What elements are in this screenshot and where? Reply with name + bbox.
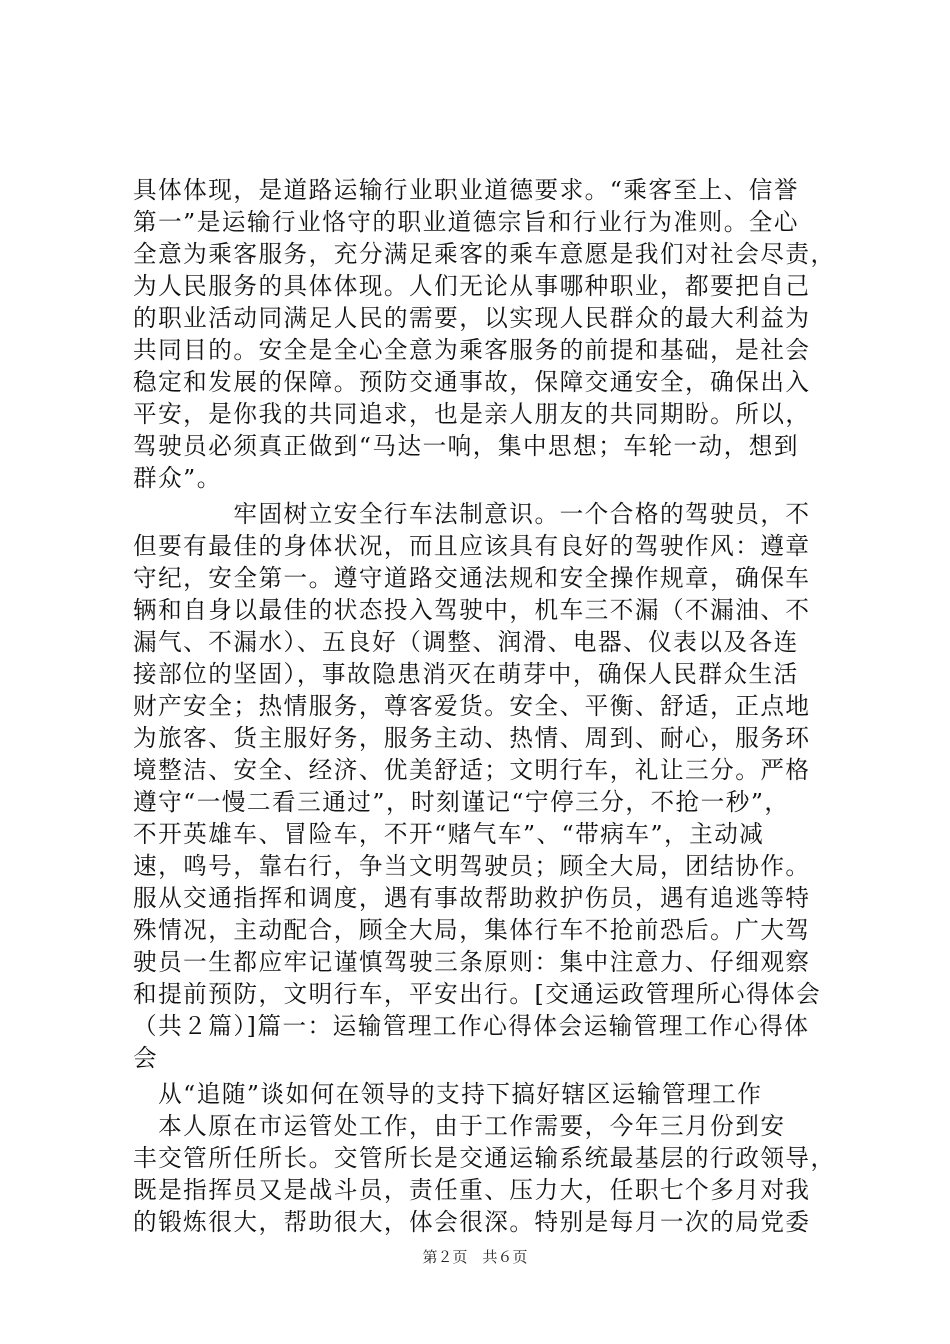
text-line: 但要有最佳的身体状况，而且应该具有良好的驾驶作风：遵章	[133, 532, 811, 560]
text-line: 的职业活动同满足人民的需要，以实现人民群众的最大利益为	[133, 304, 811, 332]
text-line: 稳定和发展的保障。预防交通事故，保障交通安全，确保出入	[133, 368, 811, 396]
text-line: 辆和自身以最佳的状态投入驾驶中，机车三不漏（不漏油、不	[133, 596, 811, 624]
text-line: 驶员一生都应牢记谨慎驾驶三条原则：集中注意力、仔细观察	[133, 948, 811, 976]
text-line: 漏气、不漏水）、五良好（调整、润滑、电器、仪表以及各连	[133, 628, 799, 656]
text-line: 为人民服务的具体体现。人们无论从事哪种职业，都要把自己	[133, 272, 811, 300]
text-line: 遵守“一慢二看三通过”，时刻谨记“宁停三分，不抢一秒”，	[133, 788, 790, 816]
paragraph-start-line: 牢固树立安全行车法制意识。一个合格的驾驶员，不	[133, 500, 811, 528]
text-line: 守纪，安全第一。遵守道路交通法规和安全操作规章，确保车	[133, 564, 811, 592]
text-line: 为旅客、货主服好务，服务主动、热情、周到、耐心，服务环	[133, 724, 811, 752]
text-line: 第一”是运输行业恪守的职业道德宗旨和行业行为准则。全心	[133, 208, 799, 236]
text-line: 驾驶员必须真正做到“马达一响，集中思想；车轮一动，想到	[133, 432, 799, 460]
text-line: 和提前预防，文明行车，平安出行。[交通运政管理所心得体会	[133, 980, 822, 1008]
text-line: （共２篇）]篇一：运输管理工作心得体会运输管理工作心得体	[133, 1012, 810, 1040]
text-line: 既是指挥员又是战斗员，责任重、压力大，任职七个多月对我	[133, 1176, 811, 1204]
section-heading: 从“追随”谈如何在领导的支持下搞好辖区运输管理工作	[133, 1080, 763, 1108]
text-line: 接部位的坚固），事故隐患消灭在萌芽中，确保人民群众生活	[133, 660, 799, 688]
text-line: 服从交通指挥和调度，遇有事故帮助救护伤员，遇有追逃等特	[133, 884, 811, 912]
text-line: 群众”。	[133, 464, 222, 492]
text-line: 殊情况，主动配合，顾全大局，集体行车不抢前恐后。广大驾	[133, 916, 811, 944]
text-line: 共同目的。安全是全心全意为乘客服务的前提和基础，是社会	[133, 336, 811, 364]
text-line: 丰交管所任所长。交管所长是交通运输系统最基层的行政领导，	[133, 1144, 836, 1172]
text-line: 不开英雄车、冒险车，不开“赌气车”、“带病车”，主动减	[133, 820, 765, 848]
text-line: 速，鸣号，靠右行，争当文明驾驶员；顾全大局，团结协作。	[133, 852, 811, 880]
page-number-footer: 第２页 共６页	[422, 1248, 528, 1266]
text-line: 全意为乘客服务，充分满足乘客的乘车意愿是我们对社会尽责，	[133, 240, 836, 268]
text-line: 平安，是你我的共同追求，也是亲人朋友的共同期盼。所以，	[133, 400, 811, 428]
text-line: 具体体现，是道路运输行业职业道德要求。“乘客至上、信誉	[133, 176, 799, 204]
text-line: 境整洁、安全、经济、优美舒适；文明行车，礼让三分。严格	[133, 756, 811, 784]
text-line: 会	[133, 1044, 159, 1072]
text-line: 的锻炼很大，帮助很大，体会很深。特别是每月一次的局党委	[133, 1208, 811, 1236]
paragraph-start-line: 本人原在市运管处工作，由于工作需要，今年三月份到安	[133, 1112, 786, 1140]
text-line: 财产安全；热情服务，尊客爱货。安全、平衡、舒适，正点地	[133, 692, 811, 720]
